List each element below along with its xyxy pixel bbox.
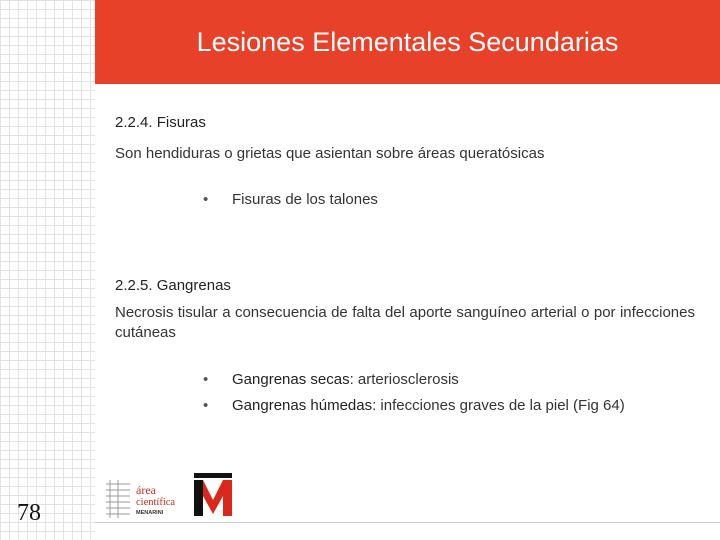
bullet-text: Fisuras de los talones [232,191,378,208]
logo-text-line3: MENARINI [136,510,164,516]
bullet-dot: • [203,397,209,414]
section-heading-gangrenas: 2.2.5. Gangrenas [115,277,231,294]
bullet-dot: • [203,191,209,208]
page-number: 78 [17,500,41,526]
bullet-item [203,371,459,388]
bullet-detail: : infecciones graves de la piel (Fig 64) [372,397,625,414]
logo-text-line2: científica [136,497,176,508]
bullet-item [203,191,378,208]
section-description-gangrenas: Necrosis tisular a consecuencia de falta del aporte sanguíneo arterial o por infecciones cutáneas [115,304,695,341]
section-description-fisuras: Son hendiduras o grietas que asientan sobre áreas queratósicas [115,145,545,162]
footer-divider [95,522,720,523]
bullet-dot: • [203,371,209,388]
area-cientifica-logo [100,476,190,520]
bullet-term: Gangrenas húmedas [232,397,373,414]
grid-background [0,0,95,540]
bullet-term: Gangrenas secas [232,371,350,388]
bullet-item [203,397,625,414]
section-heading-fisuras: 2.2.4. Fisuras [115,114,206,131]
bullet-detail: : arteriosclerosis [349,371,459,388]
menarini-m-logo [192,470,234,518]
logo-text-line1: área [136,483,156,497]
page-title: Lesiones Elementales Secundarias [196,27,619,57]
